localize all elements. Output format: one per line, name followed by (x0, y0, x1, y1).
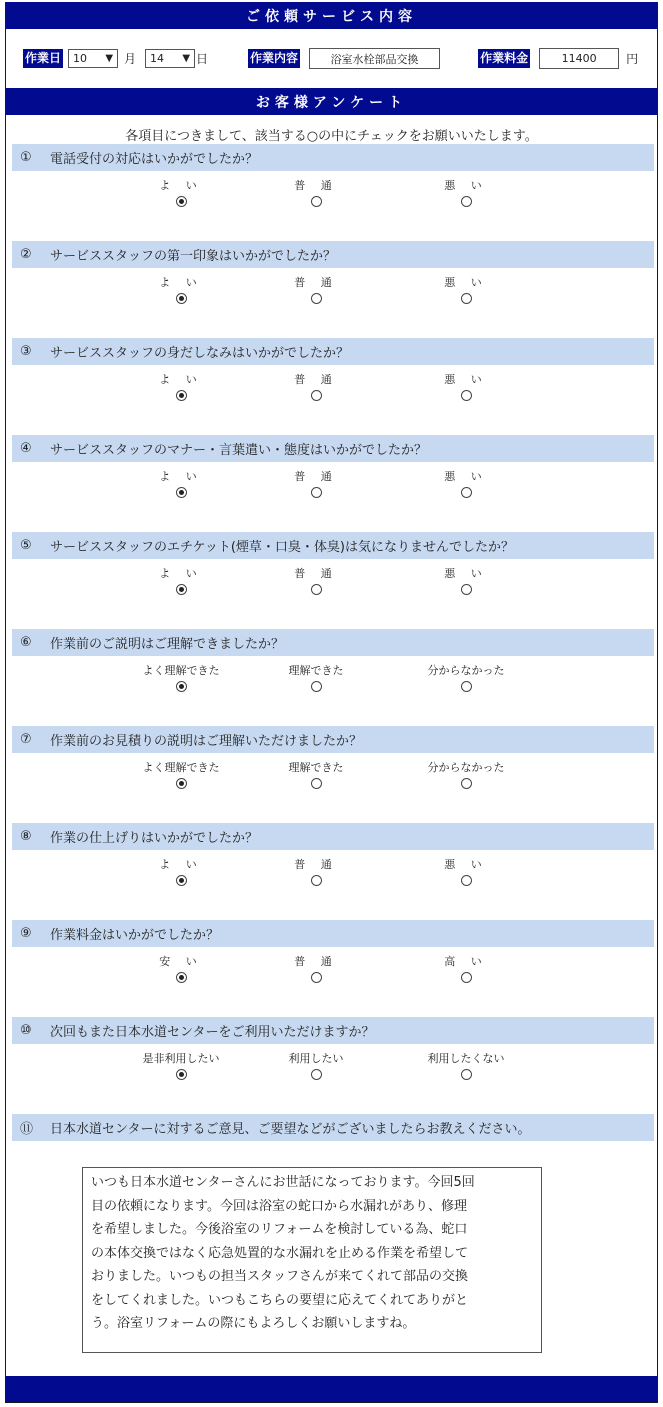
answer-option[interactable] (121, 276, 241, 304)
radio-button[interactable] (461, 681, 472, 692)
answer-option[interactable] (121, 470, 241, 498)
answer-option-label: 普 通 (294, 858, 338, 871)
question-bar (12, 823, 654, 850)
question-11 (6, 1114, 657, 1154)
comment-textarea[interactable] (82, 1167, 542, 1353)
answer-option[interactable] (121, 664, 241, 692)
comment-line: をしてくれました。いつもこちらの要望に応えてくれてありがと (91, 1292, 469, 1308)
question-number: ④ (20, 441, 32, 456)
question-number: ⑦ (20, 732, 32, 747)
fee-unit: 円 (626, 52, 639, 66)
question-number: ① (20, 150, 32, 165)
radio-button[interactable] (176, 1069, 187, 1080)
question-bar (12, 629, 654, 656)
work-date-label: 作業日 (23, 49, 63, 68)
answer-option-label: よ い (159, 276, 203, 289)
radio-button[interactable] (176, 196, 187, 207)
work-fee-field[interactable]: 11400 (539, 48, 619, 69)
work-content-field[interactable]: 浴室水栓部品交換 (309, 48, 440, 69)
radio-button[interactable] (311, 293, 322, 304)
radio-button[interactable] (461, 390, 472, 401)
answer-option-label: 悪 い (444, 276, 488, 289)
answer-option[interactable] (406, 567, 526, 595)
question-bar (12, 435, 654, 462)
month-unit: 月 (124, 52, 137, 66)
question-11-bar (12, 1114, 654, 1141)
radio-button[interactable] (461, 778, 472, 789)
answer-option-label: 悪 い (444, 470, 488, 483)
question-text: サービススタッフの身だしなみはいかがでしたか？ (50, 346, 350, 361)
comment-line: いつも日本水道センターさんにお世話になっております。今回5回 (91, 1175, 475, 1190)
answer-option-label: 悪 い (444, 373, 488, 386)
question-2 (6, 241, 657, 338)
answer-option-label: よ い (159, 858, 203, 871)
service-header (6, 2, 657, 29)
radio-button[interactable] (461, 972, 472, 983)
question-number: ⑥ (20, 635, 32, 650)
question-text: 作業料金はいかがでしたか？ (50, 928, 220, 943)
month-value: 10 (73, 52, 88, 65)
answer-option[interactable] (121, 373, 241, 401)
answer-option-label: 利用したくない (427, 1052, 505, 1065)
answer-option[interactable] (121, 955, 241, 983)
day-select[interactable] (145, 49, 195, 68)
answer-option[interactable] (256, 276, 376, 304)
question-text: 作業前のお見積りの説明はご理解いただけましたか？ (50, 734, 363, 749)
question-bar (12, 338, 654, 365)
answer-option-label: 利用したい (288, 1052, 344, 1065)
radio-button[interactable] (461, 584, 472, 595)
answer-option-label: よ い (159, 373, 203, 386)
radio-button[interactable] (461, 1069, 472, 1080)
answer-option-label: 普 通 (294, 373, 338, 386)
answer-option-label: 普 通 (294, 955, 338, 968)
radio-button[interactable] (176, 972, 187, 983)
answer-option[interactable] (256, 373, 376, 401)
radio-button[interactable] (311, 1069, 322, 1080)
survey-header-title: お客様アンケート (255, 94, 408, 111)
radio-button[interactable] (311, 390, 322, 401)
question-bar (12, 241, 654, 268)
answer-option-label: よく理解できた (142, 761, 220, 774)
question-10 (6, 1017, 657, 1114)
question-bar (12, 726, 654, 753)
answer-option[interactable] (406, 276, 526, 304)
radio-button[interactable] (461, 487, 472, 498)
question-6 (6, 629, 657, 726)
answer-option[interactable] (121, 179, 241, 207)
answer-option-label: 理解できた (288, 664, 344, 677)
answer-option-label: 分からなかった (427, 664, 505, 677)
question-text: 日本水道センターに対するご意見、ご要望などがございましたらお教えください。 (50, 1122, 531, 1137)
question-bar (12, 1017, 654, 1044)
answer-option-label: 分からなかった (427, 761, 505, 774)
answer-option[interactable] (121, 567, 241, 595)
answer-option[interactable] (256, 179, 376, 207)
question-bar (12, 920, 654, 947)
survey-header (6, 88, 657, 115)
answer-option[interactable] (121, 858, 241, 886)
question-number: ⑧ (20, 829, 32, 844)
radio-button[interactable] (176, 584, 187, 595)
footer-bar (6, 1376, 657, 1402)
radio-button[interactable] (311, 584, 322, 595)
radio-button[interactable] (176, 681, 187, 692)
answer-option[interactable] (406, 373, 526, 401)
radio-button[interactable] (311, 196, 322, 207)
answer-option-label: 理解できた (288, 761, 344, 774)
question-text: 作業の仕上げりはいかがでしたか？ (50, 831, 259, 846)
answer-option-label: 普 通 (294, 179, 338, 192)
question-number: ⑩ (20, 1023, 32, 1038)
answer-option[interactable] (406, 955, 526, 983)
question-bar (12, 144, 654, 171)
answer-option[interactable] (256, 567, 376, 595)
comment-line: おりました。いつもの担当スタッフさんが来てくれて部品の交換 (91, 1269, 469, 1284)
question-number: ⑪ (20, 1122, 34, 1137)
question-4 (6, 435, 657, 532)
radio-button[interactable] (311, 778, 322, 789)
question-bar (12, 532, 654, 559)
survey-instructions: 各項目につきまして、該当する○の中にチェックをお願いいたします。 (125, 129, 538, 144)
answer-option[interactable] (406, 761, 526, 789)
chevron-down-icon: ▼ (105, 53, 114, 64)
work-content-label: 作業内容 (248, 49, 300, 68)
answer-option-label: よ い (159, 470, 203, 483)
comment-line: う。浴室リフォームの際にもよろしくお願いしますね。 (91, 1316, 416, 1331)
answer-option[interactable] (406, 1052, 526, 1080)
answer-option[interactable] (256, 955, 376, 983)
answer-option-label: よ い (159, 567, 203, 580)
day-value: 14 (150, 52, 165, 65)
comment-line: の本体交換ではなく応急処置的な水漏れを止める作業を希望して (91, 1245, 469, 1261)
answer-option[interactable] (406, 470, 526, 498)
radio-button[interactable] (461, 293, 472, 304)
answer-option-label: よ い (159, 179, 203, 192)
radio-button[interactable] (176, 875, 187, 886)
question-text: サービススタッフの第一印象はいかがでしたか？ (50, 249, 337, 264)
answer-option-label: 普 通 (294, 567, 338, 580)
question-3 (6, 338, 657, 435)
question-text: サービススタッフのエチケット(煙草・口臭・体臭)は気になりませんでしたか？ (50, 540, 514, 555)
work-info-row (6, 29, 657, 88)
question-text: 作業前のご説明はご理解できましたか？ (50, 637, 285, 652)
question-text: サービススタッフのマナー・言葉遣い・態度はいかがでしたか？ (50, 443, 428, 458)
radio-button[interactable] (311, 487, 322, 498)
question-number: ③ (20, 344, 32, 359)
radio-button[interactable] (461, 196, 472, 207)
question-list (6, 144, 657, 1114)
answer-option-label: 悪 い (444, 567, 488, 580)
answer-option-label: 普 通 (294, 470, 338, 483)
question-number: ⑤ (20, 538, 32, 553)
answer-option-label: 高 い (444, 955, 488, 968)
radio-button[interactable] (461, 875, 472, 886)
answer-option[interactable] (256, 664, 376, 692)
answer-option[interactable] (256, 761, 376, 789)
radio-button[interactable] (176, 390, 187, 401)
answer-option[interactable] (121, 761, 241, 789)
answer-option[interactable] (256, 470, 376, 498)
comment-line: 目の依頼になります。今回は浴室の蛇口から水漏れがあり、修理 (91, 1198, 467, 1214)
answer-option[interactable] (406, 179, 526, 207)
comment-line: を希望しました。今後浴室のリフォームを検討している為、蛇口 (91, 1222, 468, 1237)
question-1 (6, 144, 657, 241)
radio-button[interactable] (311, 681, 322, 692)
radio-button[interactable] (311, 875, 322, 886)
radio-button[interactable] (176, 487, 187, 498)
service-header-title: ご依頼サービス内容 (246, 8, 417, 25)
question-number: ⑨ (20, 926, 32, 941)
radio-button[interactable] (176, 778, 187, 789)
answer-option-label: 普 通 (294, 276, 338, 289)
answer-option[interactable] (406, 664, 526, 692)
question-9 (6, 920, 657, 1017)
question-text: 電話受付の対応はいかがでしたか？ (50, 152, 259, 167)
answer-option[interactable] (406, 858, 526, 886)
answer-option[interactable] (121, 1052, 241, 1080)
answer-option-label: 是非利用したい (142, 1052, 220, 1065)
answer-option-label: 悪 い (444, 858, 488, 871)
answer-option-label: 悪 い (444, 179, 488, 192)
answer-option[interactable] (256, 1052, 376, 1080)
answer-option[interactable] (256, 858, 376, 886)
answer-option-label: よく理解できた (142, 664, 220, 677)
question-number: ② (20, 247, 32, 262)
question-5 (6, 532, 657, 629)
answer-option-label: 安 い (159, 955, 203, 968)
radio-button[interactable] (311, 972, 322, 983)
question-text: 次回もまた日本水道センターをご利用いただけますか？ (50, 1025, 375, 1040)
chevron-down-icon: ▼ (182, 53, 191, 64)
question-8 (6, 823, 657, 920)
radio-button[interactable] (176, 293, 187, 304)
survey-page (5, 2, 658, 1403)
question-7 (6, 726, 657, 823)
month-select[interactable] (68, 49, 118, 68)
work-fee-label: 作業料金 (478, 49, 530, 68)
day-unit: 日 (196, 52, 209, 66)
